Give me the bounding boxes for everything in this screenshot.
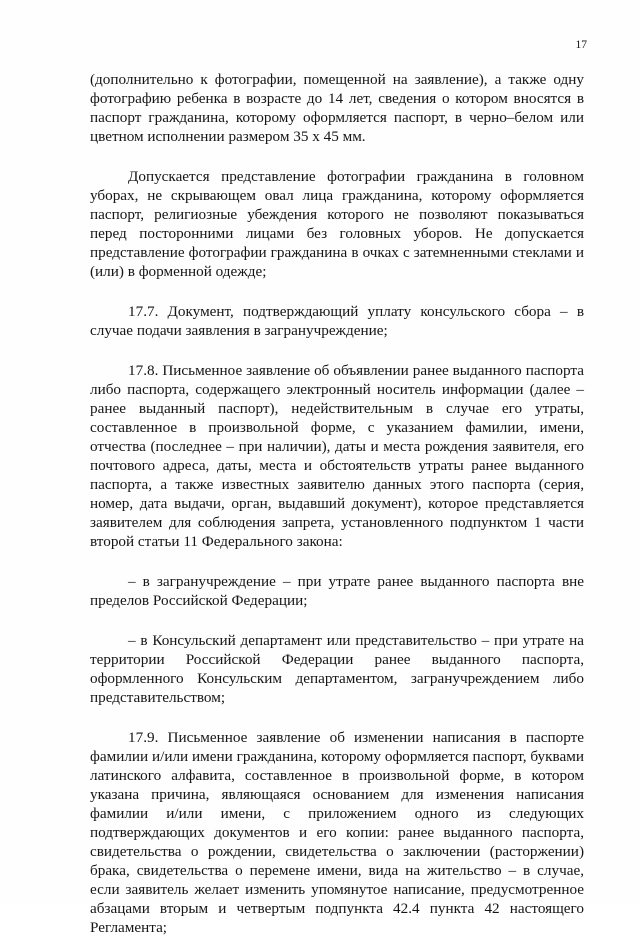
paragraph-dash-russia: – в Консульский департамент или представительство – при утрате на территории Российской Федерации ранее выданного паспорта, оформленного Консульским департаментом, загранучреждением либо представительством; [90,632,584,706]
paragraph-17-7: 17.7. Документ, подтверждающий уплату консульского сбора – в случае подачи заявления в загранучреждение; [90,303,584,339]
document-body [90,70,584,937]
paragraph-headwear-photo: Допускается представление фотографии гражданина в головном уборах, не скрывающем овал лица гражданина, которому оформляется паспорт, религиозные убеждения которого не позволяют показываться перед посторонними лицами без головных уборов. Не допускается представление фотографии гражданина в очках с затемненными стеклами и (или) в форменной одежде; [90,168,584,280]
paragraph-photo-continuation: (дополнительно к фотографии, помещенной на заявление), а также одну фотографию ребенка в возрасте до 14 лет, сведения о котором вносятся в паспорт гражданина, которому оформляется паспорт, в черно–белом или цветном исполнении размером 35 х 45 мм. [90,71,584,145]
paragraph-17-9: 17.9. Письменное заявление об изменении написания в паспорте фамилии и/или имени гражданина, которому оформляется паспорт, буквами латинского алфавита, составленное в произвольной форме, в котором указана причина, являющаяся основанием для изменения написания фамилии и/или имени, с приложением одного из следующих подтверждающих документов и его копии: ранее выданного паспорта, свидетельства о рождении, свидетельства о заключении (расторжении) брака, свидетельства о перемене имени, вида на жительство – в случае, если заявитель желает изменить упомянутое написание, предусмотренное абзацами вторым и четвертым подпункта 42.4 пункта 42 настоящего Регламента; [90,729,584,936]
page-number: 17 [575,39,587,51]
paragraph-dash-abroad: – в загранучреждение – при утрате ранее выданного паспорта вне пределов Российской Федерации; [90,573,584,609]
paragraph-17-8: 17.8. Письменное заявление об объявлении ранее выданного паспорта либо паспорта, содержащего электронный носитель информации (далее – ранее выданный паспорт), недействительным в случае его утраты, составленное в произвольной форме, с указанием фамилии, имени, отчества (последнее – при наличии), даты и места рождения заявителя, его почтового адреса, даты, места и обстоятельств утраты ранее выданного паспорта, а также известных заявителю данных этого паспорта (серия, номер, дата выдачи, орган, выдавший документ), которое представляется заявителем для соблюдения запрета, установленного подпунктом 1 части второй статьи 11 Федерального закона: [90,362,584,550]
